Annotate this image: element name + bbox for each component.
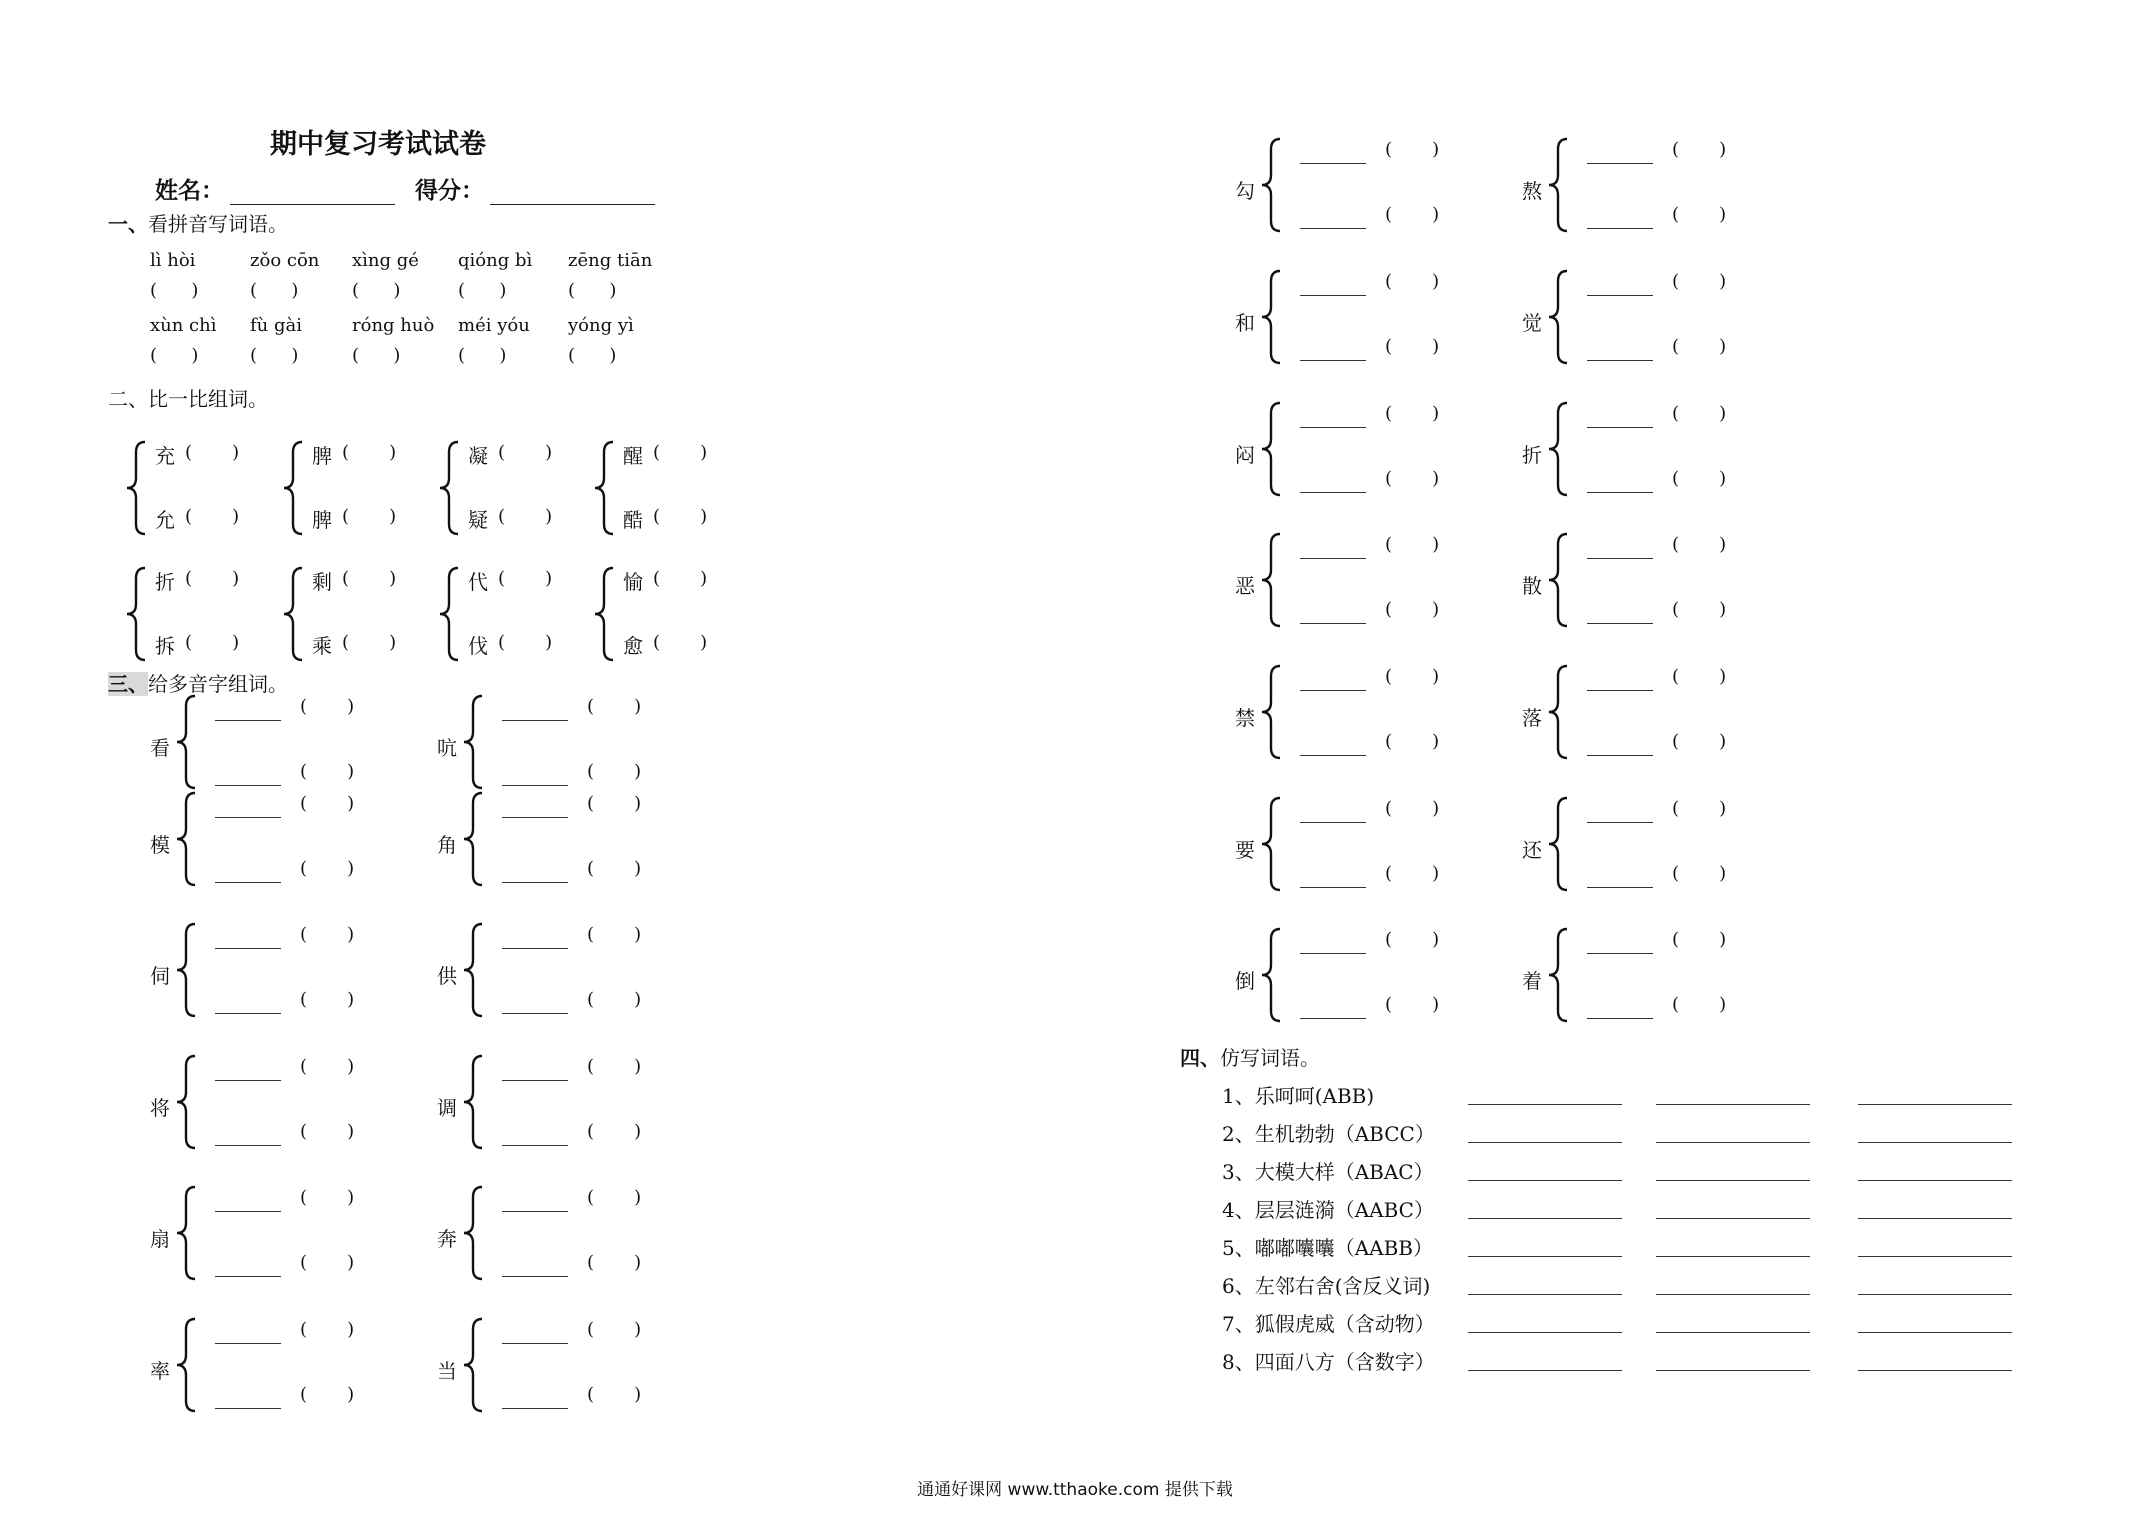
answer-paren[interactable]: ( ) (1385, 994, 1440, 1015)
polyphone-char: 看 (150, 736, 170, 760)
compare-char: 酷 (623, 508, 643, 532)
pinyin-label: xùn chì (150, 315, 217, 336)
curly-brace (462, 1185, 484, 1281)
polyphone-char: 觉 (1522, 311, 1542, 335)
answer-paren[interactable]: ( ) (1672, 666, 1727, 687)
answer-line[interactable] (215, 1211, 281, 1212)
curly-brace (462, 1054, 484, 1150)
section4-text: 仿写词语。 (1220, 1046, 1320, 1070)
answer-line[interactable] (1656, 1370, 1810, 1371)
polyphone-char: 要 (1235, 838, 1255, 862)
answer-line[interactable] (1587, 822, 1653, 823)
answer-paren[interactable]: ( ) (300, 989, 355, 1010)
answer-line[interactable] (1858, 1294, 2012, 1295)
answer-paren[interactable]: ( ) (458, 280, 507, 301)
polyphone-char: 调 (437, 1096, 457, 1120)
answer-line[interactable] (215, 1145, 281, 1146)
answer-line[interactable] (502, 1145, 568, 1146)
answer-line[interactable] (1587, 755, 1653, 756)
answer-line[interactable] (1468, 1332, 1622, 1333)
answer-paren[interactable]: ( ) (1385, 468, 1440, 489)
answer-line[interactable] (1858, 1370, 2012, 1371)
score-blank[interactable] (490, 182, 655, 205)
answer-line[interactable] (1468, 1142, 1622, 1143)
polyphone-char: 落 (1522, 706, 1542, 730)
answer-line[interactable] (1300, 623, 1366, 624)
answer-paren[interactable]: ( ) (300, 1121, 355, 1142)
answer-line[interactable] (1587, 163, 1653, 164)
answer-line[interactable] (1587, 887, 1653, 888)
footer-source: 通通好课网 www.tthaoke.com 提供下载 (917, 1480, 1233, 1500)
answer-line[interactable] (502, 817, 568, 818)
compare-char: 乘 (312, 634, 332, 658)
answer-paren[interactable]: ( ) (653, 442, 708, 463)
answer-paren[interactable]: ( ) (587, 1252, 642, 1273)
curly-brace (593, 566, 615, 662)
compare-char: 折 (155, 570, 175, 594)
answer-line[interactable] (1587, 295, 1653, 296)
polyphone-char: 率 (150, 1359, 170, 1383)
answer-paren[interactable]: ( ) (498, 506, 553, 527)
answer-line[interactable] (1468, 1104, 1622, 1105)
polyphone-char: 勾 (1235, 179, 1255, 203)
section2-heading: 二、比一比组词。 (108, 387, 268, 411)
imitate-item: 2、生机勃勃（ABCC） (1222, 1122, 1435, 1146)
answer-line[interactable] (502, 1276, 568, 1277)
compare-char: 允 (155, 508, 175, 532)
answer-line[interactable] (215, 720, 281, 721)
answer-line[interactable] (1300, 360, 1366, 361)
curly-brace (1547, 137, 1569, 233)
polyphone-char: 角 (437, 833, 457, 857)
answer-paren[interactable]: ( ) (587, 1384, 642, 1405)
curly-brace (438, 566, 460, 662)
answer-paren[interactable]: ( ) (185, 442, 240, 463)
pinyin-label: róng huò (352, 315, 435, 336)
answer-paren[interactable]: ( ) (1672, 994, 1727, 1015)
curly-brace (175, 1317, 197, 1413)
answer-line[interactable] (215, 1013, 281, 1014)
section3-heading (108, 668, 288, 697)
answer-paren[interactable]: ( ) (587, 1121, 642, 1142)
polyphone-char: 供 (437, 964, 457, 988)
polyphone-char: 吭 (437, 736, 457, 760)
curly-brace (462, 922, 484, 1018)
polyphone-char: 恶 (1235, 574, 1255, 598)
answer-line[interactable] (1858, 1332, 2012, 1333)
curly-brace (593, 440, 615, 536)
curly-brace (1547, 927, 1569, 1023)
answer-paren[interactable]: ( ) (498, 442, 553, 463)
pinyin-label: méi yóu (458, 315, 530, 336)
curly-brace (282, 566, 304, 662)
answer-paren[interactable]: ( ) (498, 632, 553, 653)
answer-paren[interactable]: ( ) (342, 568, 397, 589)
answer-paren[interactable]: ( ) (1385, 403, 1440, 424)
answer-paren[interactable]: ( ) (1672, 534, 1727, 555)
answer-paren[interactable]: ( ) (300, 1384, 355, 1405)
answer-line[interactable] (1858, 1218, 2012, 1219)
pinyin-label: lì hòi (150, 250, 196, 271)
answer-paren[interactable]: ( ) (587, 858, 642, 879)
answer-line[interactable] (215, 1408, 281, 1409)
answer-paren[interactable]: ( ) (250, 280, 299, 301)
imitate-item: 7、狐假虎威（含动物） (1222, 1312, 1435, 1336)
curly-brace (125, 566, 147, 662)
polyphone-char: 和 (1235, 311, 1255, 335)
answer-paren[interactable]: ( ) (653, 568, 708, 589)
answer-paren[interactable]: ( ) (1385, 599, 1440, 620)
answer-line[interactable] (502, 720, 568, 721)
curly-brace (175, 1054, 197, 1150)
polyphone-char: 模 (150, 833, 170, 857)
answer-line[interactable] (1587, 558, 1653, 559)
answer-paren[interactable]: ( ) (1385, 336, 1440, 357)
answer-line[interactable] (1587, 690, 1653, 691)
pinyin-label: yóng yì (568, 315, 634, 336)
answer-paren[interactable]: ( ) (1672, 929, 1727, 950)
pinyin-label: zēng tiān (568, 250, 653, 271)
answer-paren[interactable]: ( ) (568, 345, 617, 366)
curly-brace (1547, 401, 1569, 497)
polyphone-char: 将 (150, 1096, 170, 1120)
answer-paren[interactable]: ( ) (1385, 534, 1440, 555)
polyphone-char: 奔 (437, 1227, 457, 1251)
curly-brace (462, 1317, 484, 1413)
answer-paren[interactable]: ( ) (300, 1056, 355, 1077)
polyphone-char: 着 (1522, 969, 1542, 993)
answer-paren[interactable]: ( ) (587, 793, 642, 814)
answer-paren[interactable]: ( ) (342, 632, 397, 653)
answer-paren[interactable]: ( ) (352, 345, 401, 366)
curly-brace (282, 440, 304, 536)
answer-paren[interactable]: ( ) (300, 1252, 355, 1273)
answer-paren[interactable]: ( ) (1672, 863, 1727, 884)
answer-paren[interactable]: ( ) (587, 1187, 642, 1208)
answer-line[interactable] (1587, 623, 1653, 624)
answer-paren[interactable]: ( ) (653, 632, 708, 653)
answer-paren[interactable]: ( ) (300, 1319, 355, 1340)
polyphone-char: 闷 (1235, 443, 1255, 467)
answer-paren[interactable]: ( ) (300, 858, 355, 879)
answer-paren[interactable]: ( ) (1672, 403, 1727, 424)
answer-line[interactable] (1468, 1218, 1622, 1219)
student-info (155, 172, 667, 205)
curly-brace (1260, 269, 1282, 365)
answer-line[interactable] (1300, 295, 1366, 296)
curly-brace (1260, 401, 1282, 497)
curly-brace (175, 694, 197, 790)
compare-char: 拆 (155, 634, 175, 658)
answer-paren[interactable]: ( ) (1672, 599, 1727, 620)
answer-paren[interactable]: ( ) (352, 280, 401, 301)
answer-paren[interactable]: ( ) (587, 761, 642, 782)
compare-char: 凝 (468, 444, 488, 468)
section1-text: 看拼音写词语。 (148, 212, 288, 236)
name-blank[interactable] (230, 182, 395, 205)
compare-char: 充 (155, 444, 175, 468)
curly-brace (125, 440, 147, 536)
answer-paren[interactable]: ( ) (150, 345, 199, 366)
answer-line[interactable] (502, 1080, 568, 1081)
answer-line[interactable] (1858, 1142, 2012, 1143)
answer-line[interactable] (1300, 427, 1366, 428)
answer-line[interactable] (1300, 558, 1366, 559)
answer-line[interactable] (1468, 1294, 1622, 1295)
answer-paren[interactable]: ( ) (300, 793, 355, 814)
imitate-item: 5、嘟嘟囔囔（AABB） (1222, 1236, 1434, 1260)
curly-brace (175, 1185, 197, 1281)
answer-line[interactable] (1468, 1180, 1622, 1181)
answer-paren[interactable]: ( ) (300, 1187, 355, 1208)
curly-brace (462, 694, 484, 790)
curly-brace (1547, 796, 1569, 892)
answer-paren[interactable]: ( ) (587, 1319, 642, 1340)
answer-line[interactable] (215, 817, 281, 818)
answer-paren[interactable]: ( ) (498, 568, 553, 589)
answer-line[interactable] (502, 1343, 568, 1344)
answer-paren[interactable]: ( ) (342, 506, 397, 527)
imitate-item: 1、乐呵呵(ABB) (1222, 1084, 1375, 1108)
answer-line[interactable] (502, 1211, 568, 1212)
answer-paren[interactable]: ( ) (185, 632, 240, 653)
curly-brace (175, 922, 197, 1018)
answer-line[interactable] (502, 1408, 568, 1409)
answer-paren[interactable]: ( ) (1385, 271, 1440, 292)
answer-line[interactable] (1656, 1104, 1810, 1105)
score-label: 得分： (415, 178, 485, 204)
curly-brace (1260, 664, 1282, 760)
answer-paren[interactable]: ( ) (1672, 139, 1727, 160)
curly-brace (1260, 927, 1282, 1023)
answer-paren[interactable]: ( ) (587, 924, 642, 945)
polyphone-char: 禁 (1235, 706, 1255, 730)
answer-line[interactable] (1858, 1180, 2012, 1181)
curly-brace (438, 440, 460, 536)
answer-paren[interactable]: ( ) (1385, 204, 1440, 225)
curly-brace (1260, 137, 1282, 233)
compare-char: 愉 (623, 570, 643, 594)
answer-paren[interactable]: ( ) (1672, 204, 1727, 225)
curly-brace (1547, 664, 1569, 760)
answer-paren[interactable]: ( ) (150, 280, 199, 301)
pinyin-label: qióng bì (458, 250, 533, 271)
answer-line[interactable] (1656, 1142, 1810, 1143)
answer-paren[interactable]: ( ) (1385, 798, 1440, 819)
answer-line[interactable] (215, 1080, 281, 1081)
answer-paren[interactable]: ( ) (300, 924, 355, 945)
curly-brace (1260, 796, 1282, 892)
answer-line[interactable] (1656, 1180, 1810, 1181)
pinyin-label: fù gài (250, 315, 302, 336)
answer-line[interactable] (1656, 1294, 1810, 1295)
answer-line[interactable] (1300, 228, 1366, 229)
compare-char: 伐 (468, 634, 488, 658)
answer-line[interactable] (1587, 228, 1653, 229)
section4-number: 四、 (1180, 1046, 1220, 1070)
imitate-item: 8、四面八方（含数字） (1222, 1350, 1435, 1374)
compare-char: 醒 (623, 444, 643, 468)
curly-brace (1547, 532, 1569, 628)
answer-line[interactable] (215, 882, 281, 883)
answer-line[interactable] (1468, 1370, 1622, 1371)
polyphone-char: 扇 (150, 1227, 170, 1251)
answer-line[interactable] (1468, 1256, 1622, 1257)
answer-line[interactable] (1656, 1256, 1810, 1257)
section1-number: 一、 (108, 212, 148, 236)
answer-line[interactable] (1858, 1104, 2012, 1105)
answer-line[interactable] (502, 1013, 568, 1014)
compare-char: 疑 (468, 508, 488, 532)
answer-line[interactable] (1587, 953, 1653, 954)
answer-paren[interactable]: ( ) (1672, 468, 1727, 489)
answer-line[interactable] (1300, 163, 1366, 164)
answer-line[interactable] (215, 1343, 281, 1344)
answer-line[interactable] (502, 948, 568, 949)
compare-char: 剩 (312, 570, 332, 594)
pinyin-label: xìng gé (352, 250, 419, 271)
name-label: 姓名： (155, 178, 224, 204)
answer-paren[interactable]: ( ) (1672, 271, 1727, 292)
answer-paren[interactable]: ( ) (300, 761, 355, 782)
answer-line[interactable] (1300, 755, 1366, 756)
answer-paren[interactable]: ( ) (1672, 798, 1727, 819)
compare-char: 脾 (312, 444, 332, 468)
answer-line[interactable] (215, 785, 281, 786)
answer-line[interactable] (215, 1276, 281, 1277)
answer-paren[interactable]: ( ) (1385, 929, 1440, 950)
compare-char: 代 (468, 570, 488, 594)
answer-paren[interactable]: ( ) (1385, 863, 1440, 884)
polyphone-char: 还 (1522, 838, 1542, 862)
answer-line[interactable] (502, 882, 568, 883)
answer-line[interactable] (215, 948, 281, 949)
answer-paren[interactable]: ( ) (653, 506, 708, 527)
compare-char: 脾 (312, 508, 332, 532)
answer-paren[interactable]: ( ) (250, 345, 299, 366)
answer-line[interactable] (1587, 1018, 1653, 1019)
polyphone-char: 折 (1522, 443, 1542, 467)
section4-heading (1180, 1042, 1320, 1071)
answer-line[interactable] (1300, 953, 1366, 954)
answer-paren[interactable]: ( ) (300, 696, 355, 717)
answer-line[interactable] (1300, 690, 1366, 691)
polyphone-char: 熬 (1522, 179, 1542, 203)
answer-line[interactable] (1300, 822, 1366, 823)
imitate-item: 4、层层涟漪（AABC） (1222, 1198, 1434, 1222)
answer-line[interactable] (1300, 1018, 1366, 1019)
polyphone-char: 倒 (1235, 969, 1255, 993)
answer-line[interactable] (1656, 1218, 1810, 1219)
answer-paren[interactable]: ( ) (1385, 139, 1440, 160)
answer-paren[interactable]: ( ) (1672, 336, 1727, 357)
curly-brace (1547, 269, 1569, 365)
answer-line[interactable] (1587, 427, 1653, 428)
answer-line[interactable] (1300, 887, 1366, 888)
section1-heading (108, 208, 288, 237)
answer-paren[interactable]: ( ) (1672, 731, 1727, 752)
answer-paren[interactable]: ( ) (587, 989, 642, 1010)
curly-brace (175, 791, 197, 887)
section3-number: 三、 (108, 672, 148, 696)
answer-paren[interactable]: ( ) (185, 506, 240, 527)
answer-paren[interactable]: ( ) (342, 442, 397, 463)
answer-line[interactable] (1858, 1256, 2012, 1257)
answer-line[interactable] (1587, 492, 1653, 493)
imitate-item: 6、左邻右舍(含反义词) (1222, 1274, 1431, 1298)
answer-line[interactable] (1300, 492, 1366, 493)
page-title: 期中复习考试试卷 (270, 129, 486, 160)
answer-paren[interactable]: ( ) (568, 280, 617, 301)
answer-paren[interactable]: ( ) (1385, 731, 1440, 752)
polyphone-char: 当 (437, 1359, 457, 1383)
pinyin-label: zǒo cōn (250, 250, 320, 271)
answer-paren[interactable]: ( ) (1385, 666, 1440, 687)
answer-paren[interactable]: ( ) (185, 568, 240, 589)
answer-line[interactable] (1587, 360, 1653, 361)
polyphone-char: 伺 (150, 964, 170, 988)
answer-paren[interactable]: ( ) (458, 345, 507, 366)
answer-line[interactable] (502, 785, 568, 786)
polyphone-char: 散 (1522, 574, 1542, 598)
imitate-item: 3、大模大样（ABAC） (1222, 1160, 1434, 1184)
section3-text: 给多音字组词。 (148, 672, 288, 696)
compare-char: 愈 (623, 634, 643, 658)
answer-line[interactable] (1656, 1332, 1810, 1333)
answer-paren[interactable]: ( ) (587, 1056, 642, 1077)
curly-brace (462, 791, 484, 887)
curly-brace (1260, 532, 1282, 628)
answer-paren[interactable]: ( ) (587, 696, 642, 717)
